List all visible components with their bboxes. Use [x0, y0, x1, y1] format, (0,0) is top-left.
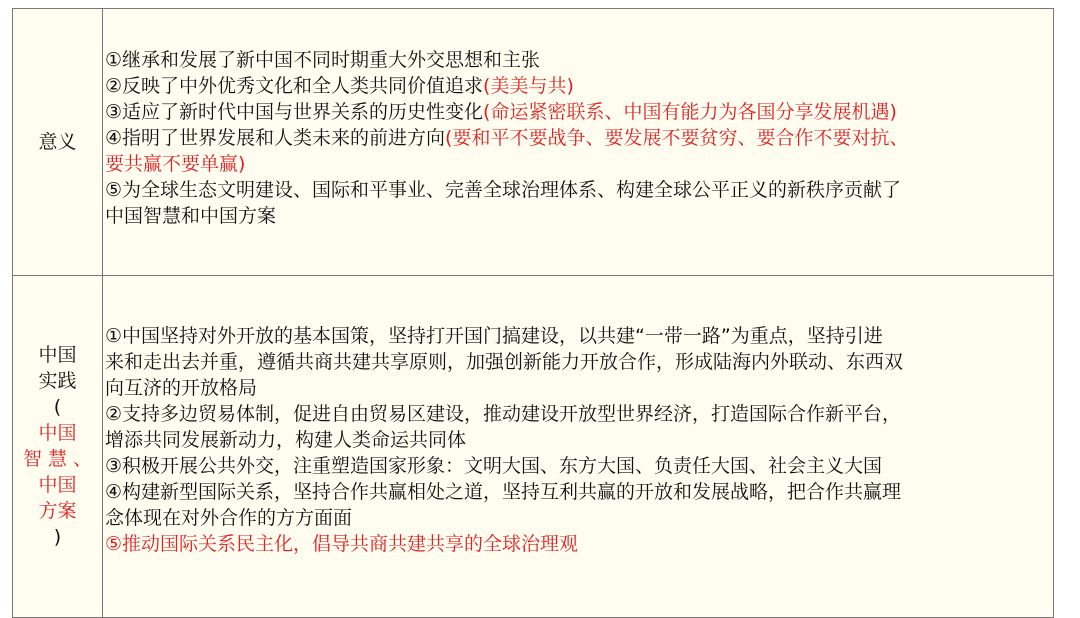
text-line: 念体现在对外合作的方方面面: [105, 507, 353, 529]
text-line: ④指明了世界发展和人类未来的前进方向(要和平不要战争、要发展不要贫穷、要合作不要对抗、: [105, 127, 909, 149]
row-label-significance: 意义: [38, 131, 77, 153]
text-line: 要共赢不要单赢): [105, 153, 246, 175]
column-divider: [102, 9, 103, 617]
text-line: ②反映了中外优秀文化和全人类共同价值追求(美美与共): [105, 75, 574, 97]
text-line: ⑤为全球生态文明建设、国际和平事业、完善全球治理体系、构建全球公平正义的新秩序贡献了: [105, 179, 902, 201]
significance-content: [105, 47, 1047, 229]
text-line: ③适应了新时代中国与世界关系的历史性变化(命运紧密联系、中国有能力为各国分享发展机遇): [105, 101, 897, 123]
text-line: ⑤推动国际关系民主化，倡导共商共建共享的全球治理观: [105, 533, 579, 555]
row-label-china-practice: [13, 276, 102, 616]
text-line: ②支持多边贸易体制，促进自由贸易区建设，推动建设开放型世界经济，打造国际合作新平台，: [105, 403, 902, 425]
row-divider: [13, 275, 1053, 276]
china-practice-content: [105, 323, 1047, 557]
text-line: ④构建新型国际关系，坚持合作共赢相处之道，坚持互利共赢的开放和发展战略，把合作共赢理: [105, 481, 902, 503]
content-table: [12, 8, 1054, 618]
label-stack: 中国 实践 ( 中国 智 慧 、 中国 方案 ): [22, 344, 93, 548]
text-line: 中国智慧和中国方案: [105, 205, 277, 227]
text-line: ①中国坚持对外开放的基本国策，坚持打开国门搞建设，以共建“一带一路”为重点，坚持引进: [105, 325, 883, 347]
text-line: ①继承和发展了新中国不同时期重大外交思想和主张: [105, 49, 541, 71]
text-line: 增添共同发展新动力，构建人类命运共同体: [105, 429, 467, 451]
text-line: ③积极开展公共外交，注重塑造国家形象：文明大国、东方大国、负责任大国、社会主义大国: [105, 455, 883, 477]
text-line: 来和走出去并重，遵循共商共建共享原则，加强创新能力开放合作，形成陆海内外联动、东西双: [105, 351, 904, 373]
text-line: 向互济的开放格局: [105, 377, 258, 399]
